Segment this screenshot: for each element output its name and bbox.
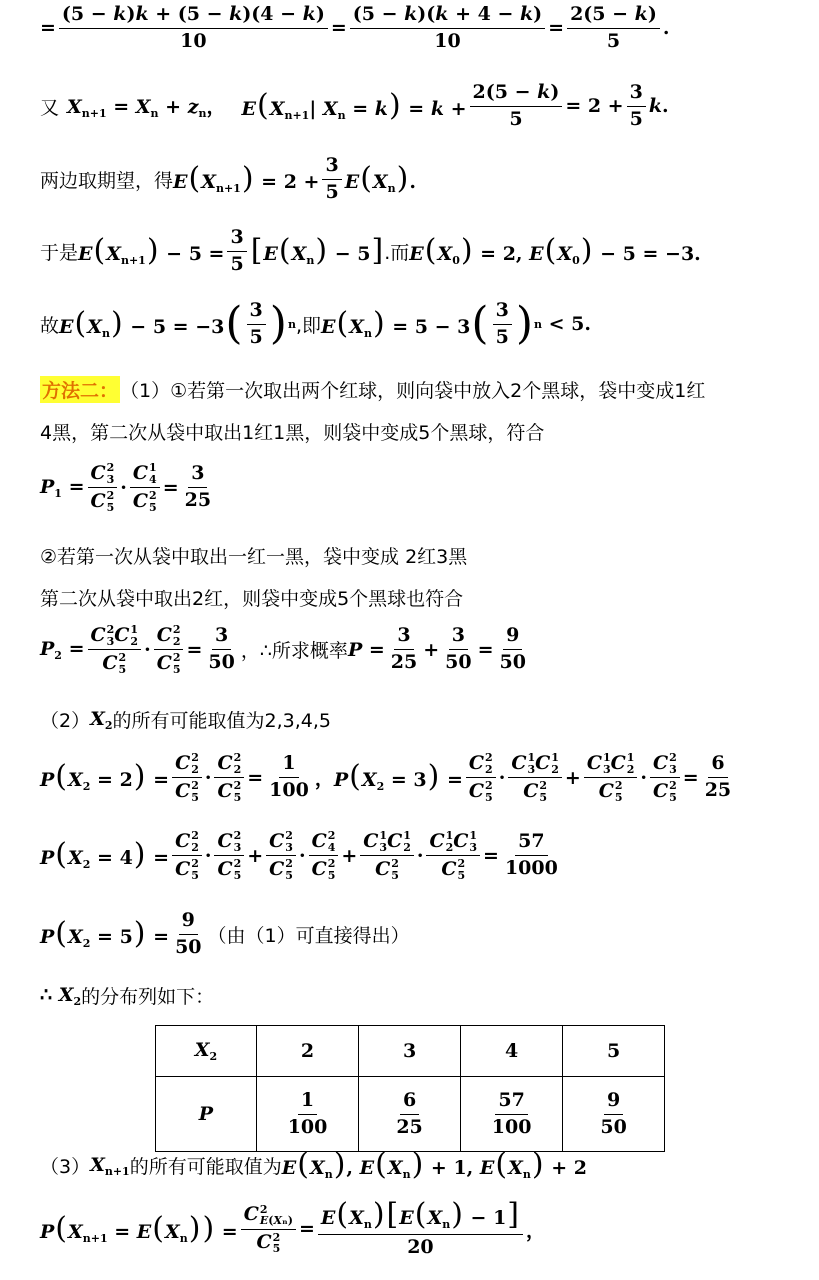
q2-rest: 的所有可能取值为2,3,4,5: [112, 710, 331, 732]
p1-intro: （1）①若第一次取出两个红球，则向袋中放入2个黑球，袋中变成1红: [120, 380, 706, 402]
table-cell: $\frac{1}{100}$: [256, 1077, 358, 1152]
method-label: 方法二：: [40, 376, 120, 403]
table-cell: $\frac{57}{100}$: [460, 1077, 562, 1152]
table-row: [156, 1026, 665, 1077]
eq-line-5: 故 $E(X_n) - 5 = -3$ ( $\frac{3}{5}$ ) n ,即 $E(X_n) = 5 - 3$ ( $\frac{3}{5}$ ) n < 5.: [40, 298, 591, 350]
method2-line-1: [40, 376, 705, 403]
eq-line-3: 两边取期望，得 $E(X_{n+1}) = 2$ + $\frac{3}{5}$ $E(X_n)$.: [40, 154, 416, 203]
q2-line: （2） $X_2$ 的所有可能取值为2,3,4,5: [40, 707, 331, 732]
frac-1b: $\frac{(5 - k)(k + 4 - k)}{10}$: [350, 4, 545, 53]
q2-label: （2）: [40, 710, 91, 732]
eq-p1: $P_1$ = C 2 3 C 2 5 · C 1 4 C 2 5 = $\frac{3}{25}$: [40, 461, 212, 514]
dist-intro-line: ∴ $X_2$ 的分布列如下：: [40, 983, 215, 1008]
method2-line-2: [40, 418, 544, 445]
p2-intro: ②若第一次从袋中取出一红一黑，袋中变成 2红3黑: [40, 546, 468, 568]
p2-line2-line: [40, 584, 463, 611]
eq-line-1: = $\frac{(5 - k)k + (5 - k)(4 - k)}{10}$ = $\frac{(5 - k)(k + 4 - k)}{10}$ = $\frac{2(5 - k)}{5}$ .: [40, 3, 670, 52]
table-header-x2: $X_2$: [156, 1026, 257, 1077]
text-ie-ji: ,即: [295, 314, 321, 337]
p1-line2: 4黑，第二次从袋中取出1红1黑，则袋中变成5个黑球，符合: [40, 422, 545, 444]
prob-label: ，∴所求概率: [240, 640, 348, 663]
eq-px2-4: $P(X_2 = 4)$ = C 2 2 C 2 5 · C 2 3 C 2 5 + C 2 3 C 2 5 · C 2 4 C 2 5 + C 1 3 C 1 2 C 2 5 · C 1 2 C 1 3 C 2 5 = $\frac{57}{1000}$: [40, 829, 558, 882]
q3-rest: 的所有可能取值为: [129, 1156, 282, 1178]
text-therefore-yu: 于是: [40, 241, 79, 264]
eq-p2: $P_2$ = C 2 3 C 1 2 C 2 5 · C 2 2 C 2 5 = $\frac{3}{50}$ ，∴所求概率 P = $\frac{3}{25}$ + $\frac{3}{50}$ = $\frac{9}{50}$: [40, 623, 526, 676]
eq-last: $P(X_{n+1} = E(X_n))$ = C 2 E(Xₙ) C 2 5 = $\frac{E(X_n)[E(X_n) - 1]}{20}$ ，: [40, 1197, 546, 1258]
text-both-sides: 两边取期望，得: [40, 169, 174, 192]
q3-label: （3）: [40, 1156, 91, 1178]
table-header-cell: 3: [359, 1026, 461, 1077]
table-header-cell: 4: [460, 1026, 562, 1077]
from1-note: （由（1）可直接得出）: [207, 924, 410, 947]
text-again: 又: [40, 96, 60, 119]
eq-px2-5: $P(X_2 = 5)$ = $\frac{9}{50}$ （由（1）可直接得出）: [40, 909, 410, 958]
dist-intro: 的分布列如下：: [81, 986, 215, 1008]
eq-px2-2-3: $P(X_2 = 2)$ = C 2 2 C 2 5 · C 2 2 C 2 5 = $\frac{1}{100}$ ， $P(X_2 = 3)$ = C 2 2 C 2 5 · C 1 3 C 1 2 C 2 5 + C 1 3 C 1 2 C 2 5 · C 2 3 C 2 5 = $\frac{6}{25}$: [40, 751, 732, 804]
table-header-cell: 2: [256, 1026, 358, 1077]
table-cell: $\frac{6}{25}$: [359, 1077, 461, 1152]
frac-1c: $\frac{2(5 - k)}{5}$: [567, 4, 660, 53]
eq-line-4: 于是 $E(X_{n+1}) - 5$ = $\frac{3}{5}$ $[E(X_n) - 5]$ .而 $E(X_0) = 2$, $E(X_0) - 5 = -3$.: [40, 226, 701, 275]
p2-line2: 第二次从袋中取出2红，则袋中变成5个黑球也符合: [40, 588, 464, 610]
q3-line: （3） $X_{n+1}$ 的所有可能取值为 $E(X_n)$, $E(X_n) + 1$, $E(X_n) + 2$: [40, 1147, 587, 1182]
table-cell: $\frac{9}{50}$: [563, 1077, 665, 1152]
text-while-er: .而: [384, 241, 410, 264]
p2-intro-line: [40, 542, 467, 569]
text-thus-gu: 故: [40, 314, 60, 337]
distribution-table: [155, 1025, 665, 1152]
eq-line-2: 又 $X_{n+1} = X_n + z_n$， $E(X_{n+1}|$ $X_n = k) = k$ + $\frac{2(5 - k)}{5}$ = 2 + $\frac{3}{5}$ k .: [40, 81, 669, 130]
frac-1a: $\frac{(5 - k)k + (5 - k)(4 - k)}{10}$: [59, 4, 328, 53]
table-header-cell: 5: [563, 1026, 665, 1077]
table-row: [156, 1077, 665, 1152]
table-row-label: P: [156, 1077, 257, 1152]
